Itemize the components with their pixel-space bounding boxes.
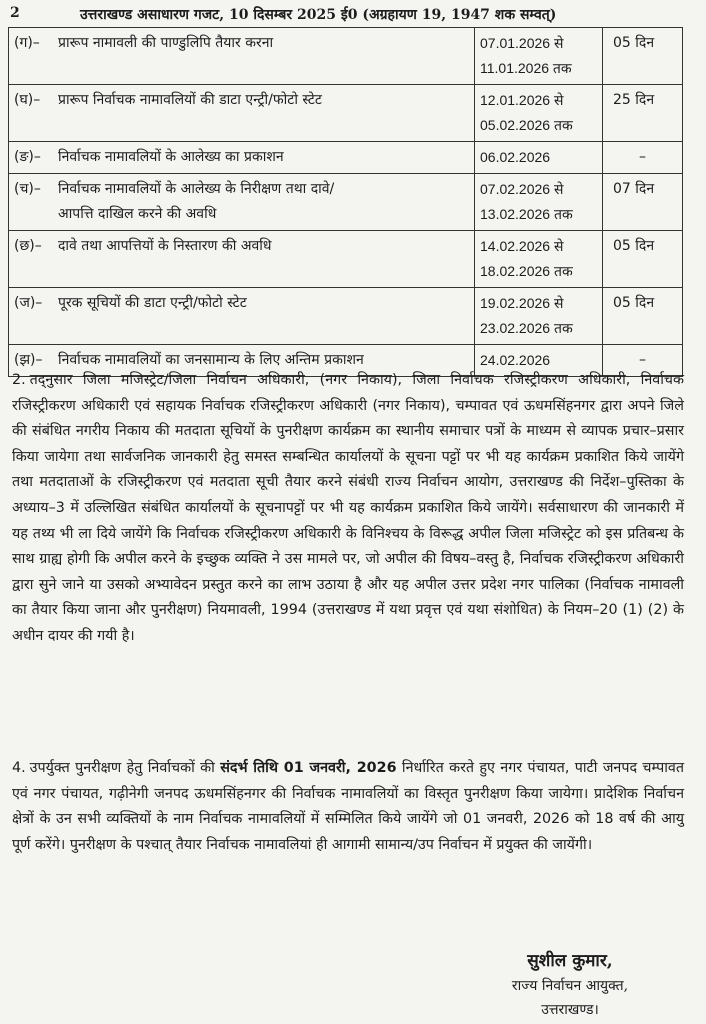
paragraph-text: तद्नुसार जिला मजिस्ट्रेट/जिला निर्वाचन अधिकारी, (नगर निकाय), जिला निर्वाचक रजिस्ट्रीकरण अधिकारी, निर्वाचक रजिस्ट्रीकरण अधिकारी एवं सहायक निर्वाचक रजिस्ट्रीकरण अधिकारी (नगर निकाय), चम्पावत एवं ऊधमसिंहनगर द्वारा अपने जिले की संबंधित नगरीय निकाय की मतदाता सूचियों के पुनरीक्षण कार्यक्रम का स्थानीय समाचार पत्रों के माध्यम से व्यापक प्रचार–प्रसार किया जायेगा तथा सार्वजनिक जानकारी हेतु समस्त सम्बन्धित कार्यालयों के सूचना पट्टों पर भी यह कार्यक्रम प्रकाशित किये जायेंगे तथा मतदाताओं के रजिस्ट्रीकरण एवं मतदाता सूची तैयार करने संबंधी राज्य निर्वाचन आयोग, उत्तराखण्ड की निर्देश–पुस्तिका के अध्याय–3 में उल्लिखित संबंधित कार्यालयों के सूचनापट्टों पर भी यह कार्यक्रम प्रकाशित किये जायेंगे। सर्वसाधारण की जानकारी में यह तथ्य भी ला दिये जायेंगे कि निर्वाचक रजिस्ट्रीकरण अधिकारी के विनिश्चय के विरूद्ध अपील जिला मजिस्ट्रेट को इस प्रतिबन्ध के साथ ग्राह्य होगी कि अपील करने के इच्छुक व्यक्ति ने उस मामले पर, जो अपील की विषय–वस्तु है, निर्वाचक रजिस्ट्रीकरण अधिकारी द्वारा सुने जाने या उसको अभ्यावेदन प्रस्तुत करने का लाभ उठाया है और यह अपील उत्तर प्रदेश नगर पालिका (निर्वाचक नामावली का तैयार किया जाना और पुनरीक्षण) नियमावली, 1994 (उत्तराखण्ड में यथा प्रवृत्त एवं यथा संशोधित) के नियम–20 (1) (2) के अधीन दायर की गयी है। xyxy=(12,372,684,644)
activity-text: प्रारूप नामावली की पाण्डुलिपि तैयार करना xyxy=(58,35,274,51)
start-date: 06.02.2026 xyxy=(480,149,551,165)
date-cell xyxy=(475,174,603,231)
duration-cell: 05 दिन xyxy=(603,28,683,85)
paragraph-2 xyxy=(12,368,684,650)
duration-cell: – xyxy=(603,142,683,174)
end-date: 13.02.2026 तक xyxy=(480,206,573,222)
date-cell xyxy=(475,288,603,345)
gazette-header xyxy=(8,2,698,26)
table-row xyxy=(9,288,683,345)
start-date: 14.02.2026 से xyxy=(480,238,564,254)
activity-cell xyxy=(9,142,475,174)
reference-date-bold: संदर्भ तिथि 01 जनवरी, 2026 xyxy=(220,760,397,776)
start-date: 12.01.2026 से xyxy=(480,92,564,108)
date-cell xyxy=(475,28,603,85)
duration-cell: – xyxy=(603,345,683,377)
date-cell xyxy=(475,85,603,142)
item-label: (ग)– xyxy=(14,35,40,51)
paragraph-number: 2. xyxy=(12,372,26,388)
item-label: (ज)– xyxy=(14,295,43,311)
table-row xyxy=(9,85,683,142)
activity-text: निर्वाचक नामावलियों के आलेख्य के निरीक्षण तथा दावे/ xyxy=(58,181,335,197)
date-cell xyxy=(475,142,603,174)
item-label: (छ)– xyxy=(14,238,42,254)
paragraph-text: उपर्युक्त पुनरीक्षण हेतु निर्वाचकों की xyxy=(29,760,221,776)
activity-text: पूरक सूचियों की डाटा एन्ट्री/फोटो स्टेट xyxy=(58,295,247,311)
paragraph-number: 4. xyxy=(12,760,26,776)
table-row xyxy=(9,142,683,174)
table-row xyxy=(9,28,683,85)
activity-text: निर्वाचक नामावलियों का जनसामान्य के लिए अन्तिम प्रकाशन xyxy=(58,352,364,368)
duration-cell: 07 दिन xyxy=(603,174,683,231)
item-label: (झ)– xyxy=(14,352,43,368)
signatory-state: उत्तराखण्ड। xyxy=(541,1002,599,1018)
duration-cell: 25 दिन xyxy=(603,85,683,142)
activity-cell xyxy=(9,85,475,142)
activity-text: प्रारूप निर्वाचक नामावलियों की डाटा एन्ट्री/फोटो स्टेट xyxy=(58,92,322,108)
schedule-table xyxy=(8,27,683,377)
signature-block xyxy=(470,948,670,1022)
paragraph-text-continued: निर्धारित करते हुए नगर पंचायत, पाटी जनपद चम्पावत एवं नगर पंचायत, गढ़ीनेगी जनपद ऊधमसिंहनगर की निर्वाचक नामावलियों का विस्तृत पुनरीक्षण किया जायेगा। प्रादेशिक निर्वाचन क्षेत्रों के उन सभी व्यक्तियों के नाम निर्वाचक नामावलियों में सम्मिलित किये जायेंगे जो 01 जनवरी, 2026 को 18 वर्ष की आयु पूर्ण करेंगे। पुनरीक्षण के पश्चात् तैयार निर्वाचक नामावलियां ही आगामी सामान्य/उप निर्वाचन में प्रयुक्त की जायेंगी। xyxy=(12,760,684,853)
activity-cell xyxy=(9,288,475,345)
start-date: 07.02.2026 से xyxy=(480,181,564,197)
item-label: (च)– xyxy=(14,181,41,197)
duration-cell: 05 दिन xyxy=(603,231,683,288)
item-label: (ङ)– xyxy=(14,149,41,165)
duration-cell: 05 दिन xyxy=(603,288,683,345)
gazette-title: उत्तराखण्ड असाधारण गजट, 10 दिसम्बर 2025 ई0 (अग्रहायण 19, 1947 शक सम्वत्) xyxy=(80,7,557,23)
page-number: 2 xyxy=(10,5,20,21)
table-row xyxy=(9,231,683,288)
signatory-designation: राज्य निर्वाचन आयुक्त, xyxy=(511,978,629,994)
end-date: 05.02.2026 तक xyxy=(480,117,573,133)
activity-cell xyxy=(9,28,475,85)
start-date: 07.01.2026 से xyxy=(480,35,564,51)
activity-cell xyxy=(9,174,475,231)
activity-text-continued: आपत्ति दाखिल करने की अवधि xyxy=(58,206,217,222)
signatory-name: सुशील कुमार, xyxy=(527,951,613,971)
activity-text: दावे तथा आपत्तियों के निस्तारण की अवधि xyxy=(58,238,272,254)
activity-text: निर्वाचक नामावलियों के आलेख्य का प्रकाशन xyxy=(58,149,284,165)
end-date: 11.01.2026 तक xyxy=(480,60,572,76)
activity-cell xyxy=(9,231,475,288)
item-label: (घ)– xyxy=(14,92,41,108)
table-row xyxy=(9,174,683,231)
paragraph-4 xyxy=(12,756,684,858)
end-date: 18.02.2026 तक xyxy=(480,263,573,279)
start-date: 19.02.2026 से xyxy=(480,295,564,311)
end-date: 23.02.2026 तक xyxy=(480,320,573,336)
start-date: 24.02.2026 xyxy=(480,352,551,368)
date-cell xyxy=(475,231,603,288)
